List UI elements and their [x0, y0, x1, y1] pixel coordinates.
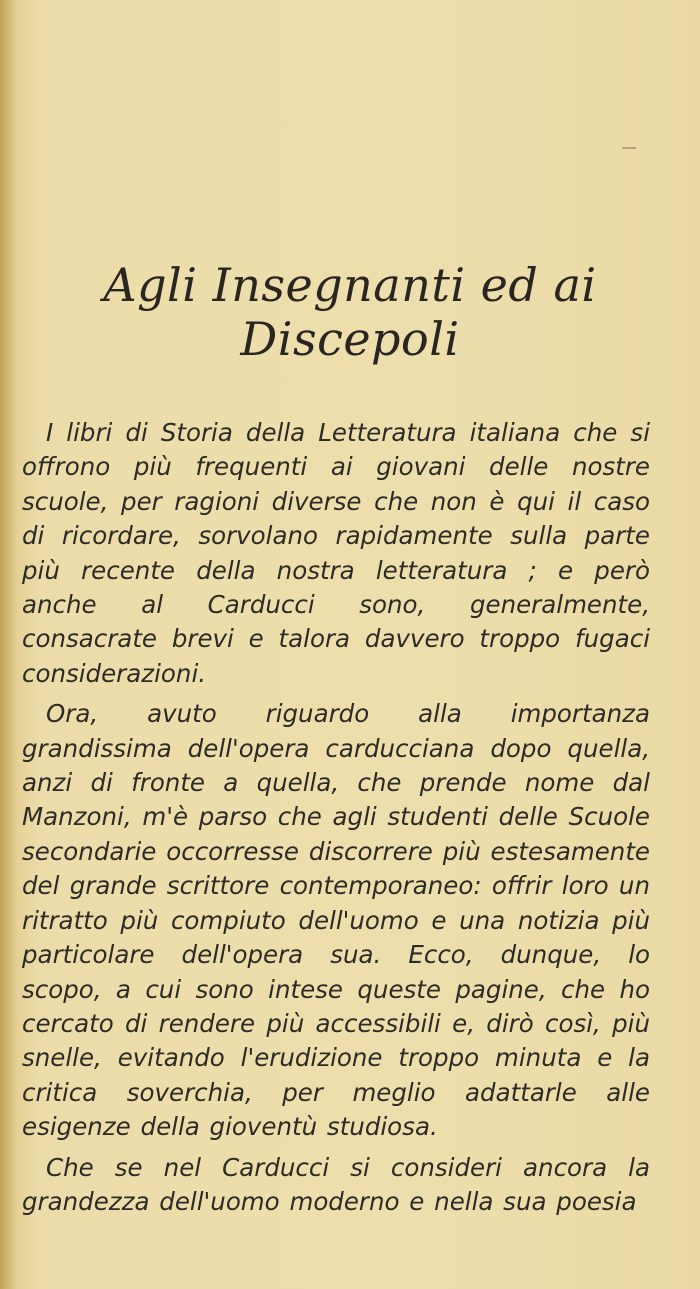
dedication-title: Agli Insegnanti ed ai Discepoli — [103, 258, 597, 366]
body-text — [22, 416, 650, 1219]
paragraph-3: Che se nel Carducci si consideri ancora la grandezza dell'uomo moderno e nella sua poesia — [22, 1152, 650, 1216]
paragraph-2: Ora, avuto riguardo alla importanza grandissima dell'opera carducciana dopo quella, anzi di fronte a quella, che prende nome dal Manzoni, m'è parso che agli studenti delle Scuole secondarie occorresse discorrere più estesamente del grande scrittore contemporaneo: offrir loro un ritratto più compiuto dell'uomo e una notizia più particolare dell'opera sua. Ecco, dunque, lo scopo, a cui sono intese queste pagine, che ho cercato di rendere più accessibili e, dirò così, più snelle, evitando l'erudizione troppo minuta e la critica soverchia, per meglio adattarle alle esigenze della gioventù studiosa. — [22, 699, 650, 1142]
paragraph-1: I libri di Storia della Letteratura italiana che si offrono più frequenti ai giovani delle nostre scuole, per ragioni diverse che non è qui il caso di ricordare, sorvolano rapidamente sulla parte più recente della nostra letteratura ; e però anche al Carducci sono, generalmente, consacrate brevi e talora davvero troppo fugaci considerazioni. — [22, 418, 650, 688]
page-mark — [622, 147, 636, 149]
